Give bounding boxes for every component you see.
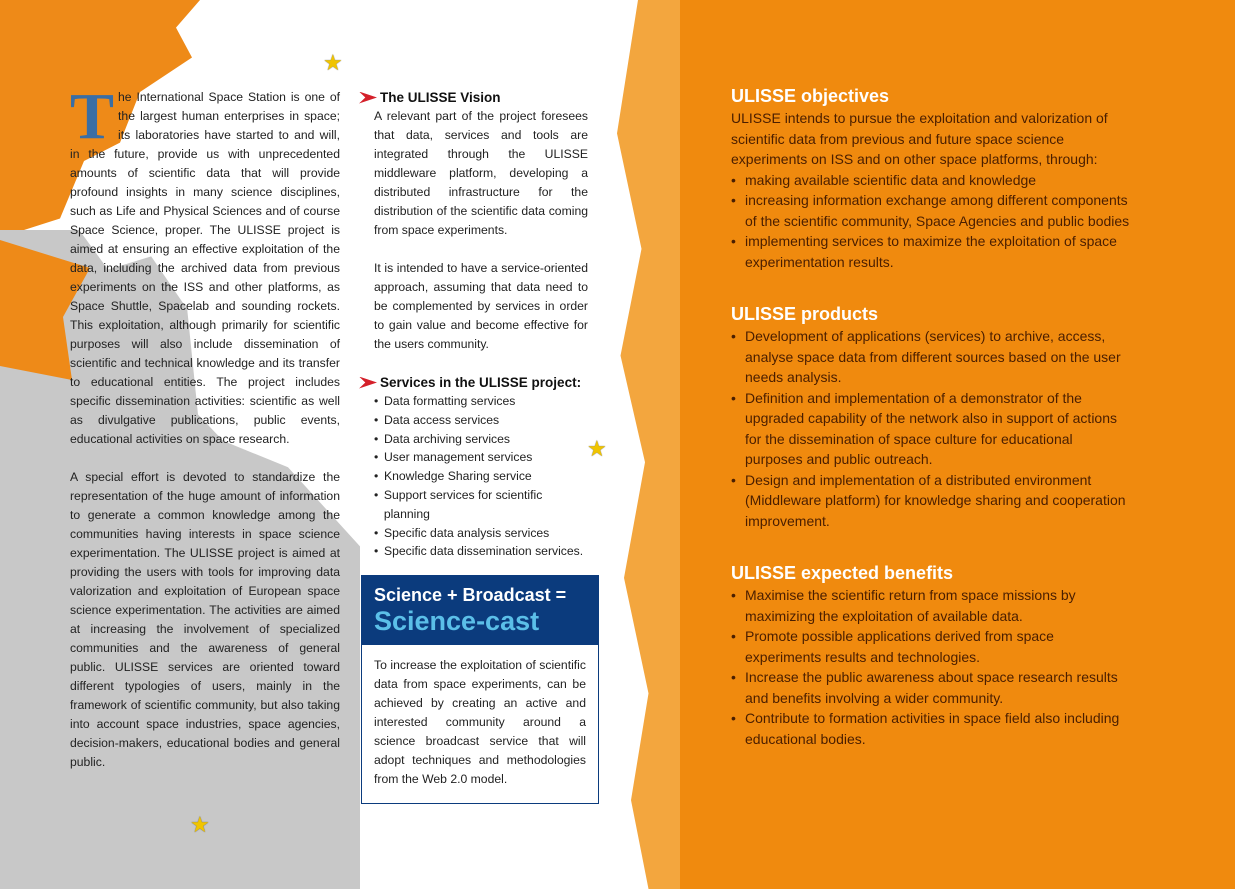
list-item	[374, 392, 588, 411]
intro-paragraph-1-text: he International Space Station is one of the largest human enterprises in space; its laboratories have started to and will, in the future, provide us with unprecedented amounts of scientific data that will provide profound insights in many science disciplines, such as Life and Physical Sciences and of course Space Science, proper. The ULISSE project is aimed at ensuring an effective exploitation of the data, including the archived data from previous experiments on the ISS and other platforms, as Space Shuttle, Spacelab and sounding rockets. This exploitation, although primarily for scientific purposes will also include dissemination of scientific and technical knowledge and its transfer to educational entities. The project includes specific dissemination activities: scientific as well as divulgative publications, public events, educational activities on space research.	[70, 90, 340, 446]
bullet: •	[731, 471, 736, 488]
objectives-section	[731, 84, 1131, 272]
list-item-text: Promote possible applications derived from space experiments results and technologies.	[745, 628, 1054, 665]
intro-paragraph-1	[70, 80, 340, 449]
bullet: •	[374, 450, 379, 465]
bullet: •	[731, 171, 736, 188]
sciencecast-title-line2: Science-cast	[374, 606, 540, 636]
bullet: •	[374, 525, 379, 540]
list-item-text: making available scientific data and knowledge	[745, 171, 1037, 188]
sciencecast-header	[362, 576, 598, 645]
objectives-list	[731, 170, 1131, 273]
bullet: •	[374, 412, 379, 427]
list-item	[374, 411, 588, 430]
bullet: •	[731, 710, 736, 726]
list-item-text: implementing services to maximize the exploitation of space experimentation results.	[745, 233, 1117, 270]
list-item	[374, 448, 588, 467]
bullet: •	[731, 233, 736, 249]
objectives-heading: ULISSE objectives	[731, 86, 890, 106]
list-item-text: Data access services	[384, 412, 500, 427]
sciencecast-title-line1: Science + Broadcast =	[374, 585, 567, 605]
list-item	[731, 326, 1131, 388]
red-arrow-icon	[359, 377, 377, 389]
products-list	[731, 326, 1131, 531]
bullet: •	[731, 628, 736, 644]
list-item-text: Increase the public awareness about space research results and benefits involving a wider community.	[745, 669, 1118, 706]
products-heading: ULISSE products	[731, 304, 879, 324]
list-item	[731, 388, 1131, 470]
list-item-text: User management services	[384, 450, 533, 465]
list-item-text: Definition and implementation of a demonstrator of the upgraded capability of the network also in support of actions for the dissemination of space culture for educational purposes and public outreach.	[745, 389, 1118, 467]
bullet: •	[374, 431, 379, 446]
ragged-edge-decoration	[610, 0, 680, 889]
vision-paragraph-1: A relevant part of the project foresees that data, services and tools are integrated through the ULISSE middleware platform, developing a distributed infrastructure for the distribution of the scientific data coming from space experiments.	[374, 109, 588, 237]
list-item	[731, 667, 1131, 708]
bullet: •	[374, 487, 379, 502]
list-item-text: Data archiving services	[384, 431, 510, 446]
bullet: •	[374, 469, 379, 484]
services-heading	[359, 373, 588, 392]
list-item	[731, 585, 1131, 626]
vision-paragraph-2: It is intended to have a service-oriented approach, assuming that data need to be complemented by services in order to gain value and become effective for the users community.	[374, 261, 588, 351]
list-item	[731, 470, 1131, 532]
star-icon: ★	[587, 436, 607, 461]
benefits-section	[731, 561, 1131, 749]
list-item-text: Maximise the scientific return from space missions by maximizing the exploitation of available data.	[745, 587, 1076, 624]
vision-heading	[359, 88, 588, 107]
vision-column	[362, 88, 588, 561]
list-item-text: Specific data analysis services	[384, 525, 550, 540]
list-item	[374, 524, 588, 543]
list-item-text: increasing information exchange among different components of the scientific community, Space Agencies and public bodies	[745, 192, 1130, 229]
sciencecast-box	[361, 575, 599, 804]
list-item-text: Data formatting services	[384, 394, 516, 408]
list-item	[374, 486, 588, 524]
star-icon: ★	[323, 50, 343, 75]
star-icon: ★	[190, 812, 210, 837]
services-list	[362, 392, 588, 561]
list-item	[374, 467, 588, 486]
list-item-text: Contribute to formation activities in space field also including educational bodies.	[745, 710, 1120, 747]
objectives-intro: ULISSE intends to pursue the exploitation and valorization of scientific data from previous and future space science experiments on ISS and on other space platforms, through:	[731, 110, 1108, 167]
list-item	[731, 231, 1131, 272]
list-item-text: Specific data dissemination services.	[384, 544, 584, 559]
services-heading-text: Services in the ULISSE project:	[380, 375, 582, 390]
intro-paragraph-2: A special effort is devoted to standardize the representation of the huge amount of information to generate a common knowledge among the communities having interests in space science experimentation. The ULISSE project is aimed at providing the users with tools for improving data valorization and exploitation of European space science experimentation. The activities are aimed at increasing the involvement of specialized communities and the awareness of general public. ULISSE services are oriented toward different typologies of users, mainly in the framework of scientific community, but also taking into account space industries, space agencies, decision-makers, educational bodies and general public.	[70, 470, 340, 769]
list-item-text: Support services for scientific planning	[383, 487, 543, 521]
list-item	[731, 626, 1131, 667]
drop-cap: T	[70, 80, 115, 153]
list-item	[731, 190, 1131, 231]
list-item	[374, 542, 588, 561]
bullet: •	[731, 192, 736, 208]
benefits-list	[731, 585, 1131, 749]
bullet: •	[374, 394, 379, 408]
list-item	[374, 430, 588, 449]
list-item	[731, 170, 1131, 191]
sciencecast-body: To increase the exploitation of scientific data from space experiments, can be achieved by creating an active and interested community around a science broadcast service that will adopt techniques and methodologies from the Web 2.0 model.	[374, 658, 586, 786]
products-section	[731, 302, 1131, 531]
list-item	[731, 708, 1131, 749]
list-item-text: Development of applications (services) to archive, access, analyse space data from different sources based on the user needs analysis.	[745, 328, 1121, 385]
bullet: •	[731, 389, 736, 406]
bullet: •	[731, 328, 736, 344]
bullet: •	[374, 544, 379, 559]
red-arrow-icon	[359, 92, 377, 104]
right-column	[731, 84, 1131, 749]
bullet: •	[731, 669, 736, 685]
benefits-heading: ULISSE expected benefits	[731, 563, 954, 583]
intro-column	[70, 80, 340, 791]
list-item-text: Knowledge Sharing service	[384, 469, 532, 484]
list-item-text: Design and implementation of a distributed environment (Middleware platform) for knowledge sharing and cooperation improvement.	[745, 471, 1126, 529]
bullet: •	[731, 587, 736, 603]
vision-heading-text: The ULISSE Vision	[380, 90, 501, 105]
